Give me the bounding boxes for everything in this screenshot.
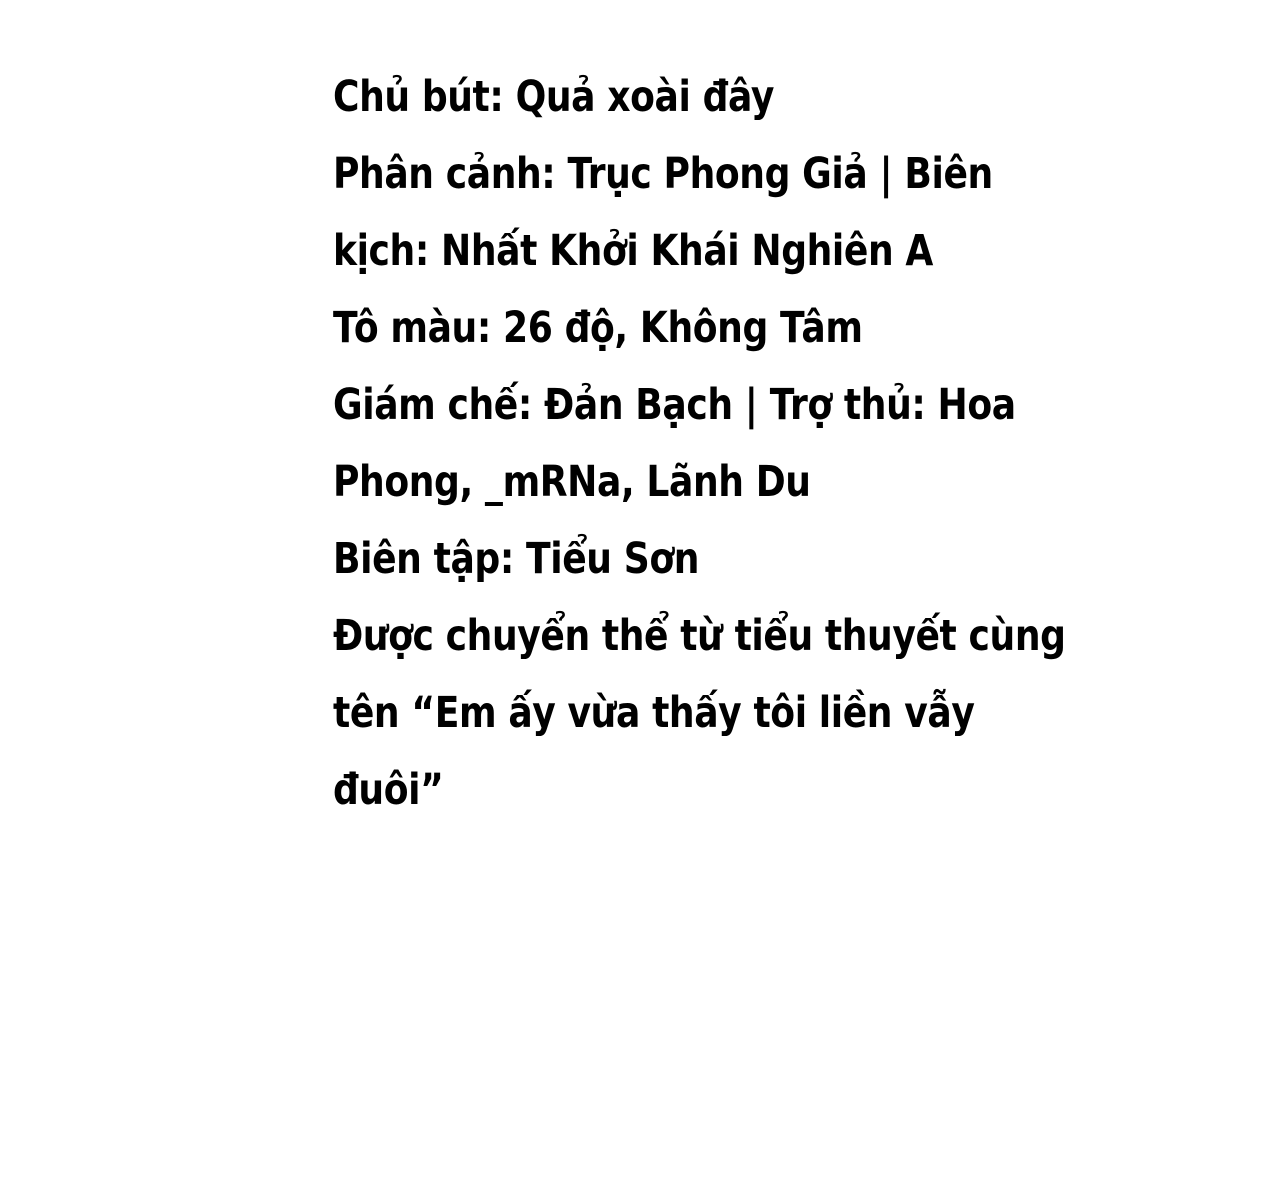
credit-line-editor: Biên tập: Tiểu Sơn [333,534,700,584]
credit-line-novel-title: tên “Em ấy vừa thấy tôi liền vẫy [333,688,975,738]
credit-line-adaptation: Được chuyển thể từ tiểu thuyết cùng [333,611,1066,661]
credit-line-coloring: Tô màu: 26 độ, Không Tâm [333,303,863,353]
credits-text-block [333,0,1066,829]
credit-line-supervisor: Giám chế: Đản Bạch | Trợ thủ: Hoa [333,380,1016,430]
credit-line-storyboard: Phân cảnh: Trục Phong Giả | Biên [333,149,993,199]
credit-line-cut-off [333,0,938,59]
credit-line-novel-title-end: đuôi” [333,765,444,815]
credit-line-assistants: Phong, _mRNa, Lãnh Du [333,457,811,507]
credit-line-chief-writer: Chủ bút: Quả xoài đây [333,72,775,122]
credit-line-screenwriter: kịch: Nhất Khởi Khái Nghiên A [333,226,933,276]
